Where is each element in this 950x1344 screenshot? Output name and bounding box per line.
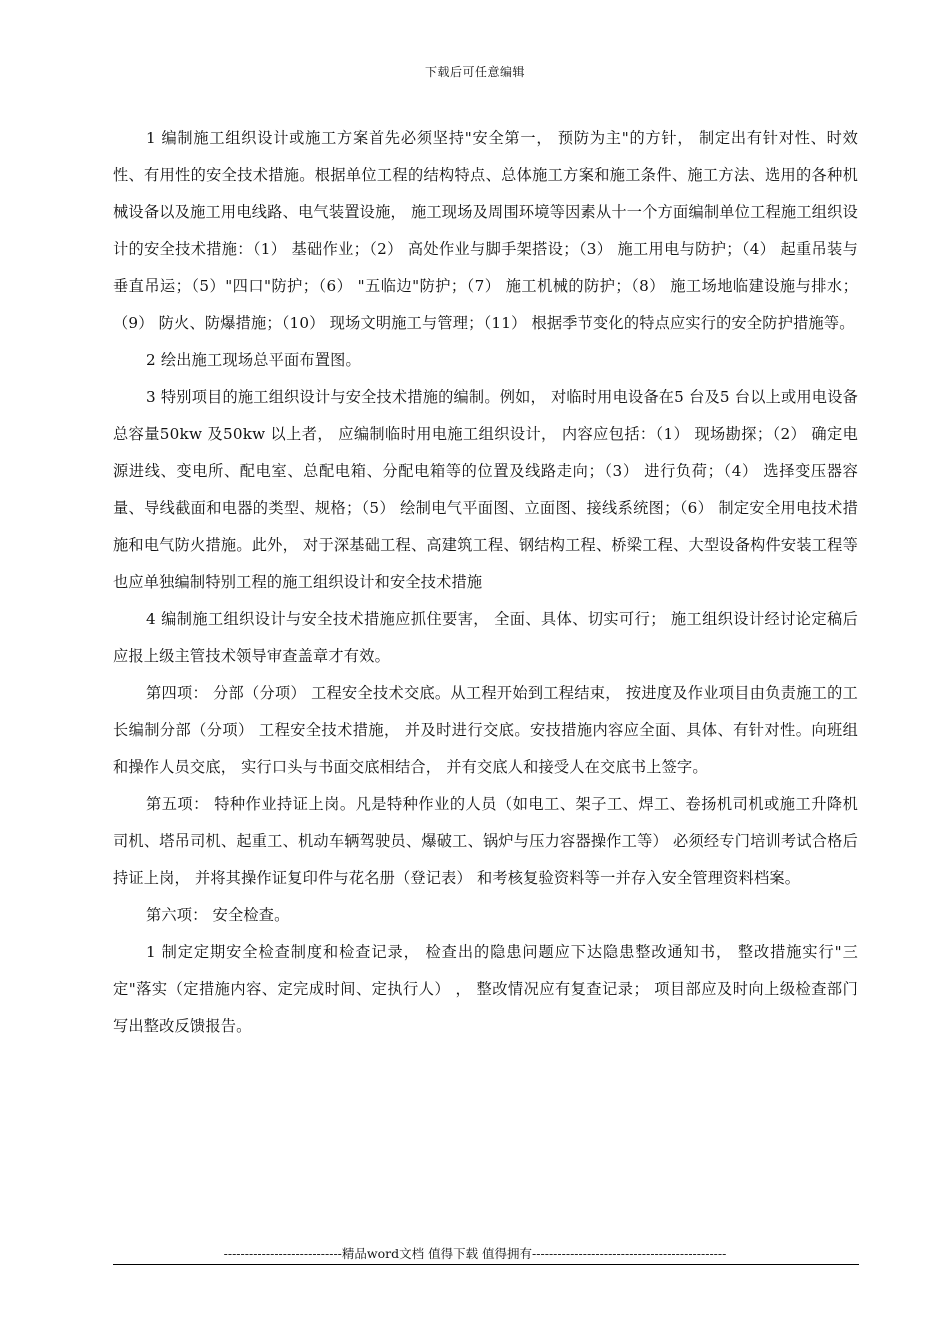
paragraph-3: 3 特别项目的施工组织设计与安全技术措施的编制。例如， 对临时用电设备在5 台及5 台以上或用电设备总容量50kw 及50kw 以上者， 应编制临时用电施工组织设计， 内容应包括：（1） 现场勘探；（2） 确定电源进线、变电所、配电室、总配电箱、分配电箱等的位置及线路走向；（3） 进行负荷；（4） 选择变压器容量、导线截面和电器的类型、规格；（5） 绘制电气平面图、立面图、接线系统图；（6） 制定安全用电技术措施和电气防火措施。此外， 对于深基础工程、高建筑工程、钢结构工程、桥梁工程、大型设备构件安装工程等也应单独编制特别工程的施工组织设计和安全技术措施	[113, 388, 858, 591]
page-footer: ----------------------------精品word文档 值得下载 值得拥有----------------------------------------------	[223, 1246, 727, 1261]
paragraph-2: 2 绘出施工现场总平面布置图。	[146, 351, 361, 369]
paragraph-4: 4 编制施工组织设计与安全技术措施应抓住要害， 全面、具体、切实可行； 施工组织设计经讨论定稿后应报上级主管技术领导审查盖章才有效。	[113, 610, 858, 665]
paragraph-1: 1 编制施工组织设计或施工方案首先必须坚持"安全第一， 预防为主"的方针， 制定出有针对性、时效性、有用性的安全技术措施。根据单位工程的结构特点、总体施工方案和施工条件、施工方法、选用的各种机械设备以及施工用电线路、电气装置设施， 施工现场及周围环境等因素从十一个方面编制单位工程施工组织设计的安全技术措施：（1） 基础作业；（2） 高处作业与脚手架搭设；（3） 施工用电与防护；（4） 起重吊装与垂直吊运；（5）"四口"防护；（6） "五临边"防护；（7） 施工机械的防护；（8） 施工场地临建设施与排水；（9） 防火、防爆措施；（10） 现场文明施工与管理；（11） 根据季节变化的特点应实行的安全防护措施等。	[113, 129, 858, 332]
paragraph-7: 第六项： 安全检查。	[146, 906, 290, 924]
page-header: 下载后可任意编辑	[424, 65, 525, 79]
paragraph-5: 第四项： 分部（分项） 工程安全技术交底。从工程开始到工程结束， 按进度及作业项目由负责施工的工长编制分部（分项） 工程安全技术措施， 并及时进行交底。安技措施内容应全面、具体、有针对性。向班组和操作人员交底， 实行口头与书面交底相结合， 并有交底人和接受人在交底书上签字。	[113, 684, 858, 776]
paragraph-6: 第五项： 特种作业持证上岗。凡是特种作业的人员（如电工、架子工、焊工、卷扬机司机或施工升降机司机、塔吊司机、起重工、机动车辆驾驶员、爆破工、锅炉与压力容器操作工等） 必须经专门培训考试合格后持证上岗， 并将其操作证复印件与花名册（登记表） 和考核复验资料等一并存入安全管理资料档案。	[113, 795, 858, 887]
document-body	[113, 120, 858, 1045]
footer-divider	[113, 1264, 859, 1265]
paragraph-8: 1 制定定期安全检查制度和检查记录， 检查出的隐患问题应下达隐患整改通知书， 整改措施实行"三定"落实（定措施内容、定完成时间、定执行人） ， 整改情况应有复查记录； 项目部应及时向上级检查部门写出整改反馈报告。	[113, 943, 858, 1035]
